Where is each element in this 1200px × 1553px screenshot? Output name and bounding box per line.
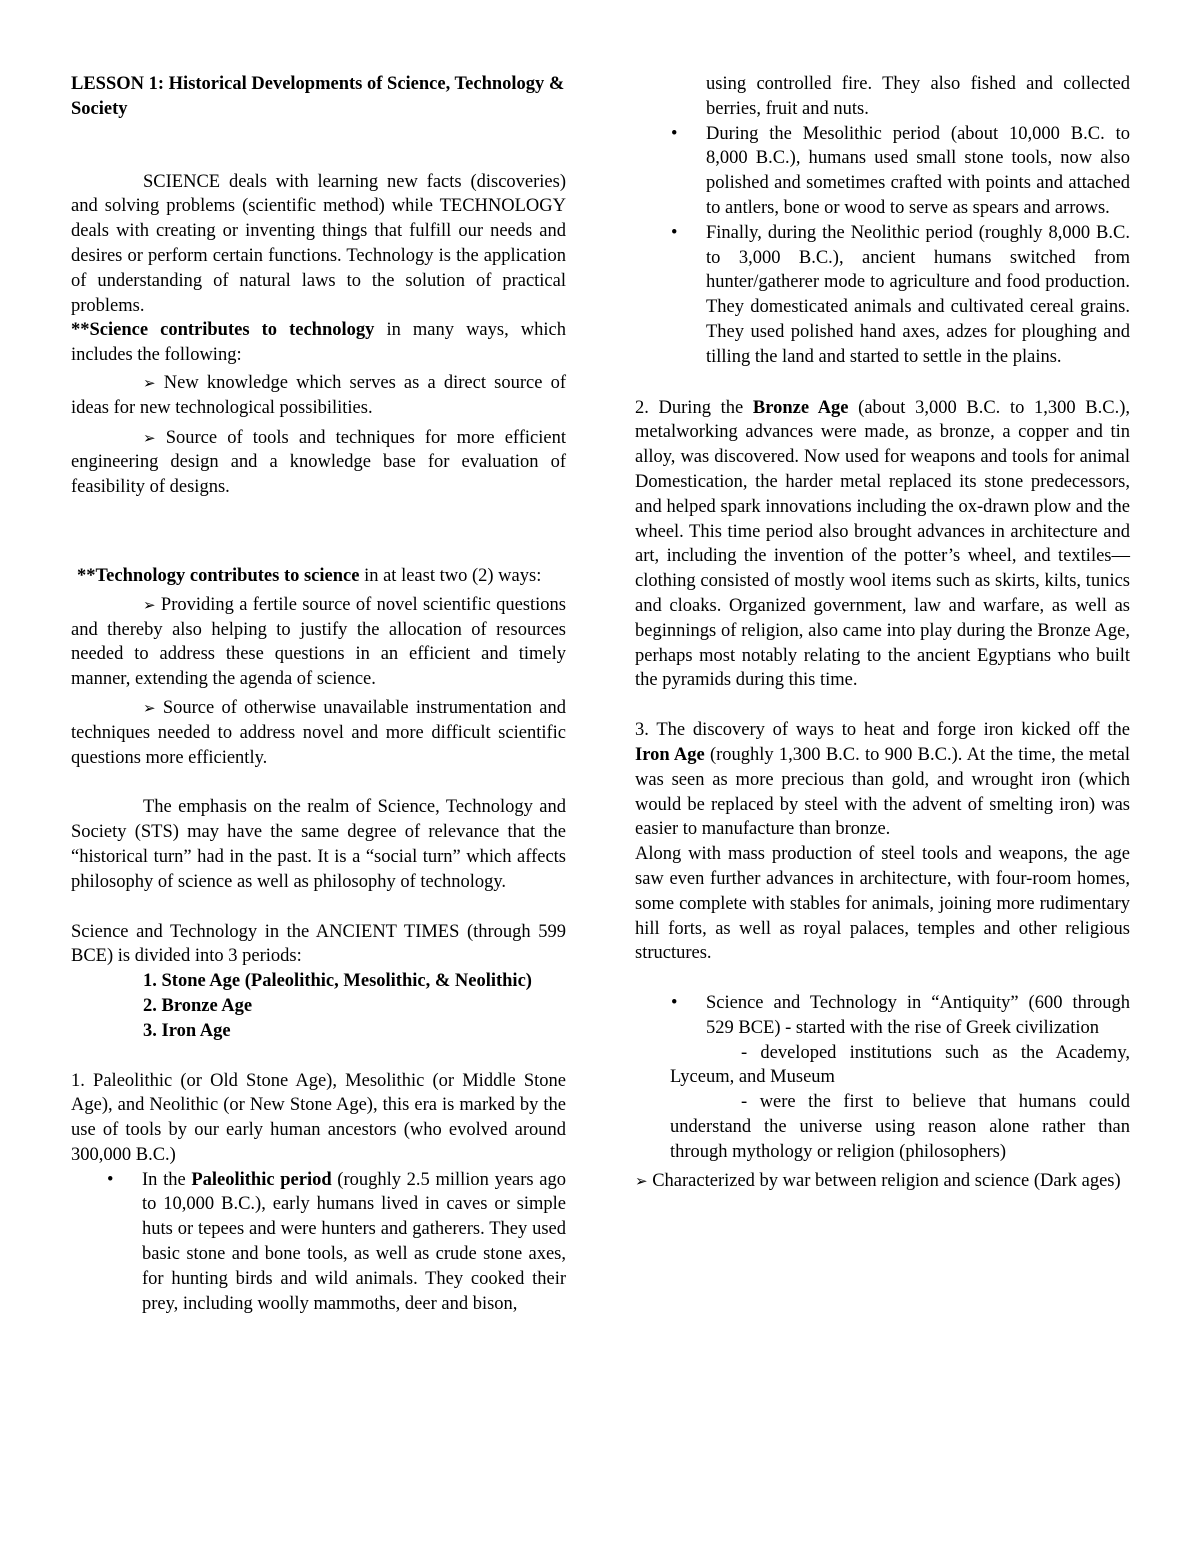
iron-age-paragraph: 3. The discovery of ways to heat and forge iron kicked off the Iron Age (roughly 1,300 B.C. to 900 B.C.). At the time, the metal was seen as more precious than gold, and wrought iron (which would be replaced by steel with the advent of smelting iron) was easier to manufacture than bronze. [635, 720, 1130, 840]
antiquity-arrow-item: ➢ Characterized by war between religion and science (Dark ages) [635, 1170, 1121, 1191]
antiquity-sub1: - developed institutions such as the Academy, Lyceum, and Museum [670, 1042, 1130, 1088]
list-item-neolithic: • Finally, during the Neolithic period (roughly 8,000 B.C. to 3,000 B.C.), ancient humans switched from hunter/gatherer mode to agriculture and food production. They domesticated animals and cultivated cereal grains. They used polished hand axes, adzes for ploughing and tilling the land and started to settle in the plains. [671, 222, 1130, 367]
bullet-icon: • [107, 1169, 114, 1190]
stone-age-list [71, 1168, 566, 1317]
intro-paragraph: SCIENCE deals with learning new facts (discoveries) and solving problems (scientific method) while TECHNOLOGY deals with creating or inventing things that fulfill our needs and desires or perform certain functions. Technology is the application of understanding of natural laws to the solution of practical problems. [71, 171, 566, 316]
tech-to-sci-item: ➢ Providing a fertile source of novel scientific questions and thereby also helping to justify the allocation of resources needed to address these questions in an efficient and timely manner, extending the agenda of science. [71, 594, 567, 690]
stone-age-list-continued [635, 72, 1130, 370]
period-stone-age: 1. Stone Age (Paleolithic, Mesolithic, & Neolithic) [143, 971, 532, 992]
sci-to-tech-heading [71, 318, 566, 368]
arrow-icon: ➢ [143, 595, 156, 614]
arrow-icon: ➢ [635, 1171, 648, 1190]
right-column [635, 72, 1130, 1193]
bullet-icon: • [671, 993, 678, 1014]
antiquity-list [635, 991, 1130, 1041]
stone-age-intro: 1. Paleolithic (or Old Stone Age), Mesolithic (or Middle Stone Age), and Neolithic (or New Stone Age), this era is marked by the use of tools by our early human ancestors (who evolved around 300,000 B.C.) [71, 1070, 566, 1165]
tech-to-sci-heading [71, 564, 566, 589]
sci-to-tech-rest: in many ways, which includes the following: [71, 320, 566, 366]
period-iron-age: 3. Iron Age [143, 1020, 231, 1041]
ancient-intro: Science and Technology in the ANCIENT TIMES (through 599 BCE) is divided into 3 periods: [71, 921, 566, 967]
period-bronze-age: 2. Bronze Age [143, 995, 253, 1016]
list-item-antiquity: • Science and Technology in “Antiquity” (600 through 529 BCE) - started with the rise of Greek civilization [671, 993, 1130, 1038]
tech-to-sci-bold: **Technology contributes to science [77, 565, 360, 586]
iron-age-paragraph-2: Along with mass production of steel tools and weapons, the age saw even further advances in architecture, with four-room homes, some complete with stables for animals, joining more rudimentary hill forts, as well as royal palaces, temples and other religious structures. [635, 844, 1130, 964]
lesson-title: LESSON 1: Historical Developments of Science, Technology & Society [71, 74, 565, 119]
arrow-icon: ➢ [143, 428, 156, 447]
list-item-mesolithic: • During the Mesolithic period (about 10,000 B.C. to 8,000 B.C.), humans used small stone tools, now also polished and sometimes crafted with points and attached to antlers, bone or wood to serve as spears and arrows. [671, 123, 1130, 218]
tech-to-sci-item: ➢ Source of otherwise unavailable instrumentation and techniques needed to address novel and more difficult scientific questions more efficiently. [71, 697, 567, 768]
bullet-icon: • [671, 222, 678, 243]
antiquity-sub2: - were the first to believe that humans could understand the universe using reason alone rather than through mythology or religion (philosophers) [670, 1092, 1130, 1162]
arrow-icon: ➢ [143, 373, 156, 392]
left-column [71, 72, 566, 1316]
paleolithic-bold: Paleolithic period [191, 1169, 332, 1190]
sci-to-tech-item: ➢ Source of tools and techniques for more efficient engineering design and a knowledge base for evaluation of feasibility of designs. [71, 427, 566, 498]
arrow-icon: ➢ [143, 698, 156, 717]
bullet-icon: • [671, 123, 678, 144]
bronze-age-bold: Bronze Age [752, 397, 849, 418]
sci-to-tech-bold: **Science contributes to technology [71, 320, 375, 341]
bronze-age-paragraph: 2. During the Bronze Age (about 3,000 B.C. to 1,300 B.C.), metalworking advances were made, as bronze, a copper and tin alloy, was discovered. Now used for weapons and tools for animal Domestication, the harder metal replaced its stone predecessors, and helped spark innovations including the ox-drawn plow and the wheel. This time period also brought advances in architecture and art, including the invention of the potter’s wheel, and textiles—clothing consisted of mostly wool items such as skirts, kilts, tunics and cloaks. Organized government, law and warfare, as well as beginnings of religion, also came into play during the Bronze Age, perhaps most notably relating to the ancient Egyptians who built the pyramids during this time. [635, 397, 1131, 691]
tech-to-sci-rest: in at least two (2) ways: [359, 565, 542, 586]
list-item-paleolithic-continued: using controlled fire. They also fished and collected berries, fruit and nuts. [706, 74, 1130, 119]
sci-to-tech-item: ➢ New knowledge which serves as a direct source of ideas for new technological possibilities. [71, 372, 567, 418]
emphasis-paragraph: The emphasis on the realm of Science, Technology and Society (STS) may have the same degree of relevance that the “historical turn” had in the past. It is a “social turn” which affects philosophy of science as well as philosophy of technology. [71, 797, 566, 892]
iron-age-bold: Iron Age [635, 744, 705, 765]
list-item-paleolithic: • In the Paleolithic period (roughly 2.5 million years ago to 10,000 B.C.), early humans lived in caves or simple huts or tepees and were hunters and gatherers. They used basic stone and bone tools, as well as crude stone axes, for hunting birds and wild animals. They cooked their prey, including woolly mammoths, deer and bison, [107, 1169, 566, 1314]
